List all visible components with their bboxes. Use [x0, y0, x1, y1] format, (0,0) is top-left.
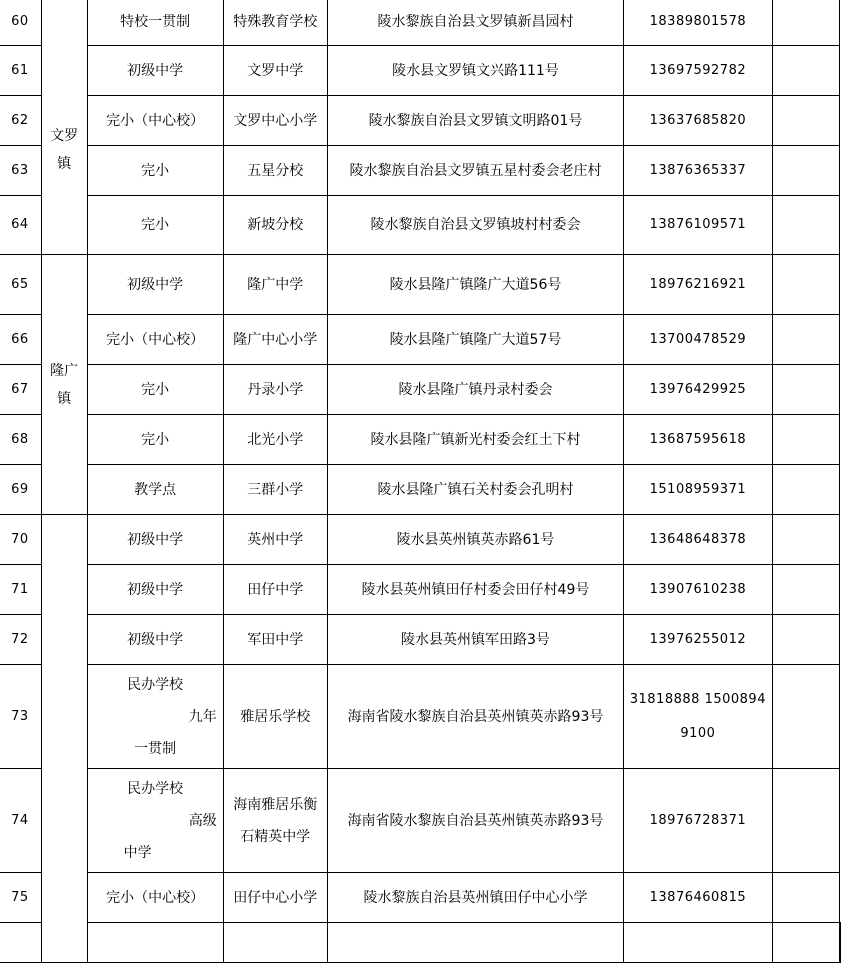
school-address	[624, 923, 772, 963]
table-row	[0, 923, 841, 963]
school-address: 陵水黎族自治县英州镇田仔中心小学	[327, 873, 623, 923]
school-name: 文罗中学	[223, 46, 327, 96]
school-name: 田仔中学	[223, 565, 327, 615]
empty-cell	[772, 665, 839, 769]
row-number: 73	[0, 665, 41, 769]
empty-cell	[772, 196, 839, 255]
school-address: 陵水黎族自治县文罗镇坡村村委会	[327, 196, 623, 255]
row-number: 63	[0, 146, 41, 196]
phone-number: 13907610238	[624, 565, 772, 615]
row-number: 60	[0, 0, 41, 46]
school-type	[87, 665, 223, 769]
school-address: 陵水县隆广镇隆广大道56号	[327, 255, 623, 315]
town-cell	[41, 0, 87, 46]
school-name: 田仔中心小学	[223, 873, 327, 923]
school-name: 隆广中心小学	[223, 315, 327, 365]
table-row	[0, 365, 841, 415]
school-address: 陵水黎族自治县文罗镇五星村委会老庄村	[327, 146, 623, 196]
type-line: 中学	[123, 844, 152, 861]
school-type: 完小	[87, 146, 223, 196]
town-cell-longguang	[41, 255, 87, 515]
phone-number: 15108959371	[624, 465, 772, 515]
empty-cell	[772, 146, 839, 196]
phone-number: 13976429925	[624, 365, 772, 415]
school-type	[223, 923, 327, 963]
phone-number: 13700478529	[624, 315, 772, 365]
empty-cell	[772, 365, 839, 415]
empty-cell	[772, 565, 839, 615]
school-name: 北光小学	[223, 415, 327, 465]
school-address: 陵水县文罗镇文兴路111号	[327, 46, 623, 96]
school-type: 完小（中心校）	[87, 315, 223, 365]
town-cell-wenluo	[41, 46, 87, 255]
row-number: 67	[0, 365, 41, 415]
phone-number	[624, 665, 772, 769]
table-row	[0, 665, 841, 769]
empty-cell	[772, 255, 839, 315]
school-type: 教学点	[87, 465, 223, 515]
school-type: 初级中学	[87, 515, 223, 565]
school-name-line: 海南雅居乐衡	[233, 796, 318, 813]
school-type: 初级中学	[87, 615, 223, 665]
school-address: 陵水县隆广镇隆广大道57号	[327, 315, 623, 365]
phone-number	[772, 923, 839, 963]
table-row	[0, 769, 841, 873]
school-address: 陵水县英州镇田仔村委会田仔村49号	[327, 565, 623, 615]
table-row	[0, 415, 841, 465]
type-line: 民办学校	[127, 676, 184, 693]
school-name: 英州中学	[223, 515, 327, 565]
school-address: 陵水县隆广镇丹录村委会	[327, 365, 623, 415]
row-number: 68	[0, 415, 41, 465]
phone-number: 18976216921	[624, 255, 772, 315]
school-name: 丹录小学	[223, 365, 327, 415]
table-row	[0, 315, 841, 365]
table-row	[0, 255, 841, 315]
school-address: 海南省陵水黎族自治县英州镇英赤路93号	[327, 665, 623, 769]
row-number: 69	[0, 465, 41, 515]
empty-cell	[772, 769, 839, 873]
school-address: 陵水县英州镇英赤路61号	[327, 515, 623, 565]
empty-cell	[772, 0, 839, 46]
row-number: 75	[0, 873, 41, 923]
empty-cell	[840, 923, 841, 963]
school-type: 初级中学	[87, 46, 223, 96]
school-type: 完小	[87, 196, 223, 255]
phone-number: 13976255012	[624, 615, 772, 665]
empty-cell	[772, 615, 839, 665]
empty-cell	[772, 515, 839, 565]
table-row	[0, 0, 841, 46]
school-address: 陵水黎族自治县文罗镇文明路01号	[327, 96, 623, 146]
table-row	[0, 146, 841, 196]
school-type: 完小（中心校）	[87, 96, 223, 146]
phone-number: 13876109571	[624, 196, 772, 255]
table-row	[0, 196, 841, 255]
row-number: 70	[0, 515, 41, 565]
row-number: 64	[0, 196, 41, 255]
table-row	[0, 96, 841, 146]
empty-cell	[772, 315, 839, 365]
school-type: 完小（中心校）	[87, 873, 223, 923]
row-number: 61	[0, 46, 41, 96]
school-address: 陵水黎族自治县文罗镇新昌园村	[327, 0, 623, 46]
school-type: 完小	[87, 415, 223, 465]
empty-cell	[772, 465, 839, 515]
phone-number: 18389801578	[624, 0, 772, 46]
type-line: 高级	[188, 812, 217, 829]
school-type: 初级中学	[87, 565, 223, 615]
type-line: 民办学校	[127, 780, 184, 797]
table-row	[0, 565, 841, 615]
phone-number: 13697592782	[624, 46, 772, 96]
school-name: 军田中学	[223, 615, 327, 665]
row-number: 66	[0, 315, 41, 365]
row-number	[0, 923, 41, 963]
table-row	[0, 465, 841, 515]
school-name: 隆广中学	[223, 255, 327, 315]
school-type: 初级中学	[87, 255, 223, 315]
school-name: 三群小学	[223, 465, 327, 515]
row-number: 62	[0, 96, 41, 146]
town-name: 隆广镇	[50, 362, 79, 407]
table-row	[0, 873, 841, 923]
empty-cell	[772, 96, 839, 146]
school-name: 五星分校	[223, 146, 327, 196]
school-type: 特校一贯制	[87, 0, 223, 46]
school-name: 雅居乐学校	[223, 665, 327, 769]
school-address: 海南省陵水黎族自治县英州镇英赤路93号	[327, 769, 623, 873]
phone-number: 13637685820	[624, 96, 772, 146]
phone-number: 13687595618	[624, 415, 772, 465]
school-address: 陵水县英州镇军田路3号	[327, 615, 623, 665]
row-number: 72	[0, 615, 41, 665]
type-line: 九年	[188, 708, 217, 725]
town-cell-yingzhou	[41, 515, 87, 963]
empty-cell	[772, 873, 839, 923]
row-number: 65	[0, 255, 41, 315]
phone-line: 31818888 1500894	[629, 691, 766, 707]
phone-line: 9100	[680, 725, 716, 741]
empty-cell	[772, 415, 839, 465]
phone-number: 13876460815	[624, 873, 772, 923]
school-name: 文罗中心小学	[223, 96, 327, 146]
school-name	[327, 923, 623, 963]
town-cell	[87, 923, 223, 963]
table-row	[0, 615, 841, 665]
table-row	[0, 46, 841, 96]
phone-number: 13648648378	[624, 515, 772, 565]
school-name-line: 石精英中学	[240, 828, 311, 845]
school-name	[223, 769, 327, 873]
town-name: 文罗镇	[50, 127, 79, 172]
phone-number: 13876365337	[624, 146, 772, 196]
row-number: 71	[0, 565, 41, 615]
phone-number: 18976728371	[624, 769, 772, 873]
school-name: 新坡分校	[223, 196, 327, 255]
row-number: 74	[0, 769, 41, 873]
school-type	[87, 769, 223, 873]
school-address: 陵水县隆广镇石关村委会孔明村	[327, 465, 623, 515]
school-type: 完小	[87, 365, 223, 415]
table-row	[0, 515, 841, 565]
type-line: 一贯制	[134, 740, 177, 757]
empty-cell	[772, 46, 839, 96]
school-name: 特殊教育学校	[223, 0, 327, 46]
school-address: 陵水县隆广镇新光村委会红土下村	[327, 415, 623, 465]
